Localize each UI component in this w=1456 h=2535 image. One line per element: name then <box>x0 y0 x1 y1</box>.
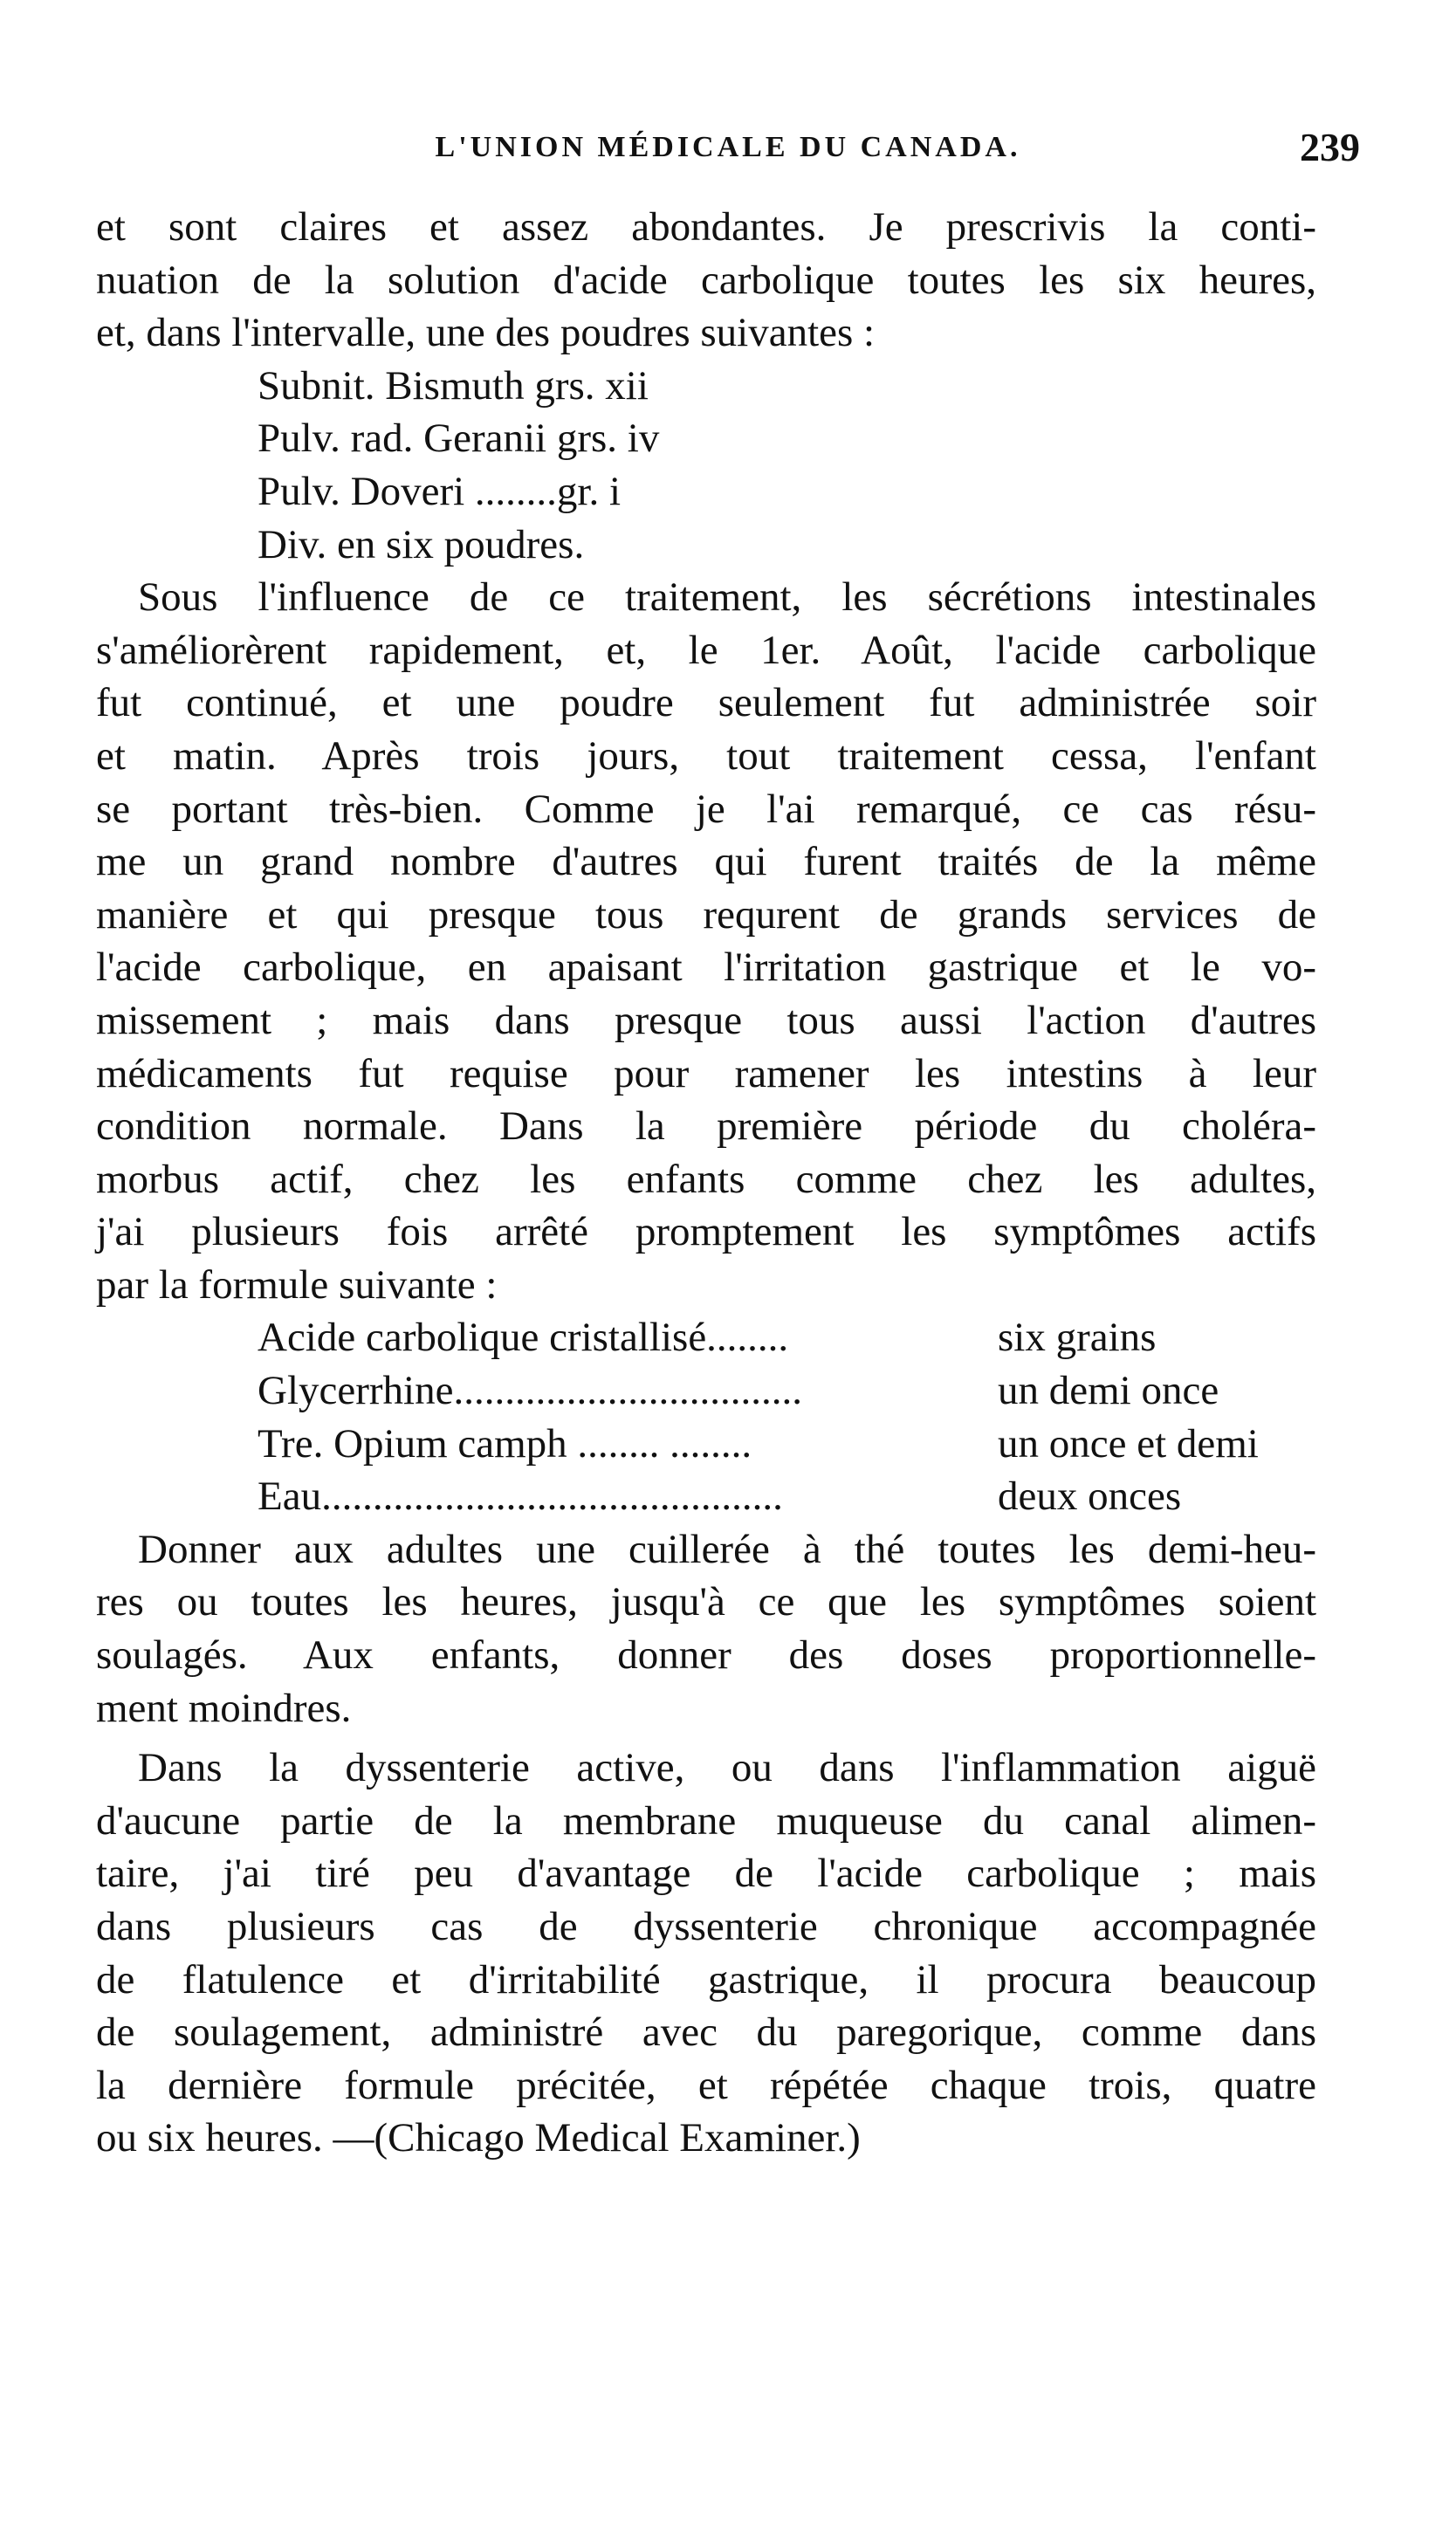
text-line: et, dans l'intervalle, une des poudres suivantes : <box>96 310 876 356</box>
prescription-line: Pulv. rad. Geranii grs. iv <box>258 416 660 462</box>
text-line: et sont claires et assez abondantes. Je prescrivis la conti- <box>96 204 1316 250</box>
text-line: ou six heures. —(Chicago Medical Examiner.) <box>96 2115 861 2161</box>
text-line: de flatulence et d'irritabilité gastrique, il procura beaucoup <box>96 1956 1316 2003</box>
running-title: L'UNION MÉDICALE DU CANADA. <box>435 131 1021 163</box>
prescription-line: Pulv. Doveri ........gr. i <box>258 468 622 514</box>
text-line: j'ai plusieurs fois arrêté promptement les symptômes actifs <box>96 1209 1316 1255</box>
text-line: fut continué, et une poudre seulement fut administrée soir <box>96 680 1316 726</box>
formula-ingredient: Eau............................................. <box>258 1474 783 1520</box>
formula-row <box>258 1470 1316 1523</box>
formula-dose: un once et demi <box>998 1420 1259 1467</box>
text-line: ment moindres. <box>96 1685 352 1731</box>
formula-row <box>258 1311 1316 1364</box>
text-line: Dans la dyssenterie active, ou dans l'inflammation aiguë <box>138 1745 1316 1791</box>
prescription-2 <box>96 1311 1316 1522</box>
text-line: res ou toutes les heures, jusqu'à ce que les symptômes soient <box>96 1579 1316 1625</box>
text-line: manière et qui presque tous requrent de grands services de <box>96 891 1316 938</box>
formula-ingredient: Glycerrhine.................................. <box>258 1368 802 1414</box>
page-number: 239 <box>1300 125 1360 169</box>
paragraph-gap <box>96 1735 1316 1742</box>
text-line: nuation de la solution d'acide carbolique toutes les six heures, <box>96 257 1316 303</box>
formula-ingredient: Tre. Opium camph ........ ........ <box>258 1420 752 1467</box>
text-line: Sous l'influence de ce traitement, les sécrétions intestinales <box>138 574 1316 621</box>
text-line: médicaments fut requise pour ramener les intestins à leur <box>96 1050 1316 1096</box>
prescription-1 <box>96 360 1316 571</box>
text-line: s'améliorèrent rapidement, et, le 1er. Août, l'acide carbolique <box>96 627 1316 673</box>
text-line: de soulagement, administré avec du paregorique, comme dans <box>96 2009 1316 2056</box>
formula-row <box>258 1364 1316 1418</box>
text-line: l'acide carbolique, en apaisant l'irritation gastrique et le vo- <box>96 945 1316 991</box>
formula-ingredient: Acide carbolique cristallisé........ <box>258 1315 789 1361</box>
text-line: la dernière formule précitée, et répétée chaque trois, quatre <box>96 2062 1316 2108</box>
text-line: me un grand nombre d'autres qui furent traités de la même <box>96 839 1316 885</box>
formula-dose: deux onces <box>998 1474 1182 1520</box>
text-line: Donner aux adultes une cuillerée à thé toutes les demi-heu- <box>138 1526 1316 1572</box>
text-line: taire, j'ai tiré peu d'avantage de l'acide carbolique ; mais <box>96 1851 1316 1897</box>
text-line: soulagés. Aux enfants, donner des doses proportionnelle- <box>96 1632 1316 1679</box>
paragraph-4 <box>96 1742 1316 2165</box>
body-text <box>96 201 1316 2165</box>
paragraph-1 <box>96 201 1316 360</box>
text-line: missement ; mais dans presque tous aussi l'action d'autres <box>96 997 1316 1043</box>
text-line: par la formule suivante : <box>96 1261 498 1308</box>
formula-dose: un demi once <box>998 1368 1219 1414</box>
text-line: se portant très-bien. Comme je l'ai remarqué, ce cas résu- <box>96 786 1316 832</box>
formula-dose: six grains <box>998 1315 1157 1361</box>
page-header <box>96 125 1360 183</box>
text-line: dans plusieurs cas de dyssenterie chronique accompagnée <box>96 1904 1316 1949</box>
paragraph-2 <box>96 571 1316 1311</box>
prescription-line: Subnit. Bismuth grs. xii <box>258 362 649 409</box>
text-line: condition normale. Dans la première période du choléra- <box>96 1103 1316 1150</box>
formula-row <box>258 1418 1316 1471</box>
text-line: morbus actif, chez les enfants comme chez les adultes, <box>96 1156 1316 1202</box>
paragraph-3 <box>96 1523 1316 1735</box>
text-line: d'aucune partie de la membrane muqueuse du canal alimen- <box>96 1797 1316 1844</box>
prescription-line: Div. en six poudres. <box>258 521 585 567</box>
text-line: et matin. Après trois jours, tout traitement cessa, l'enfant <box>96 732 1316 779</box>
